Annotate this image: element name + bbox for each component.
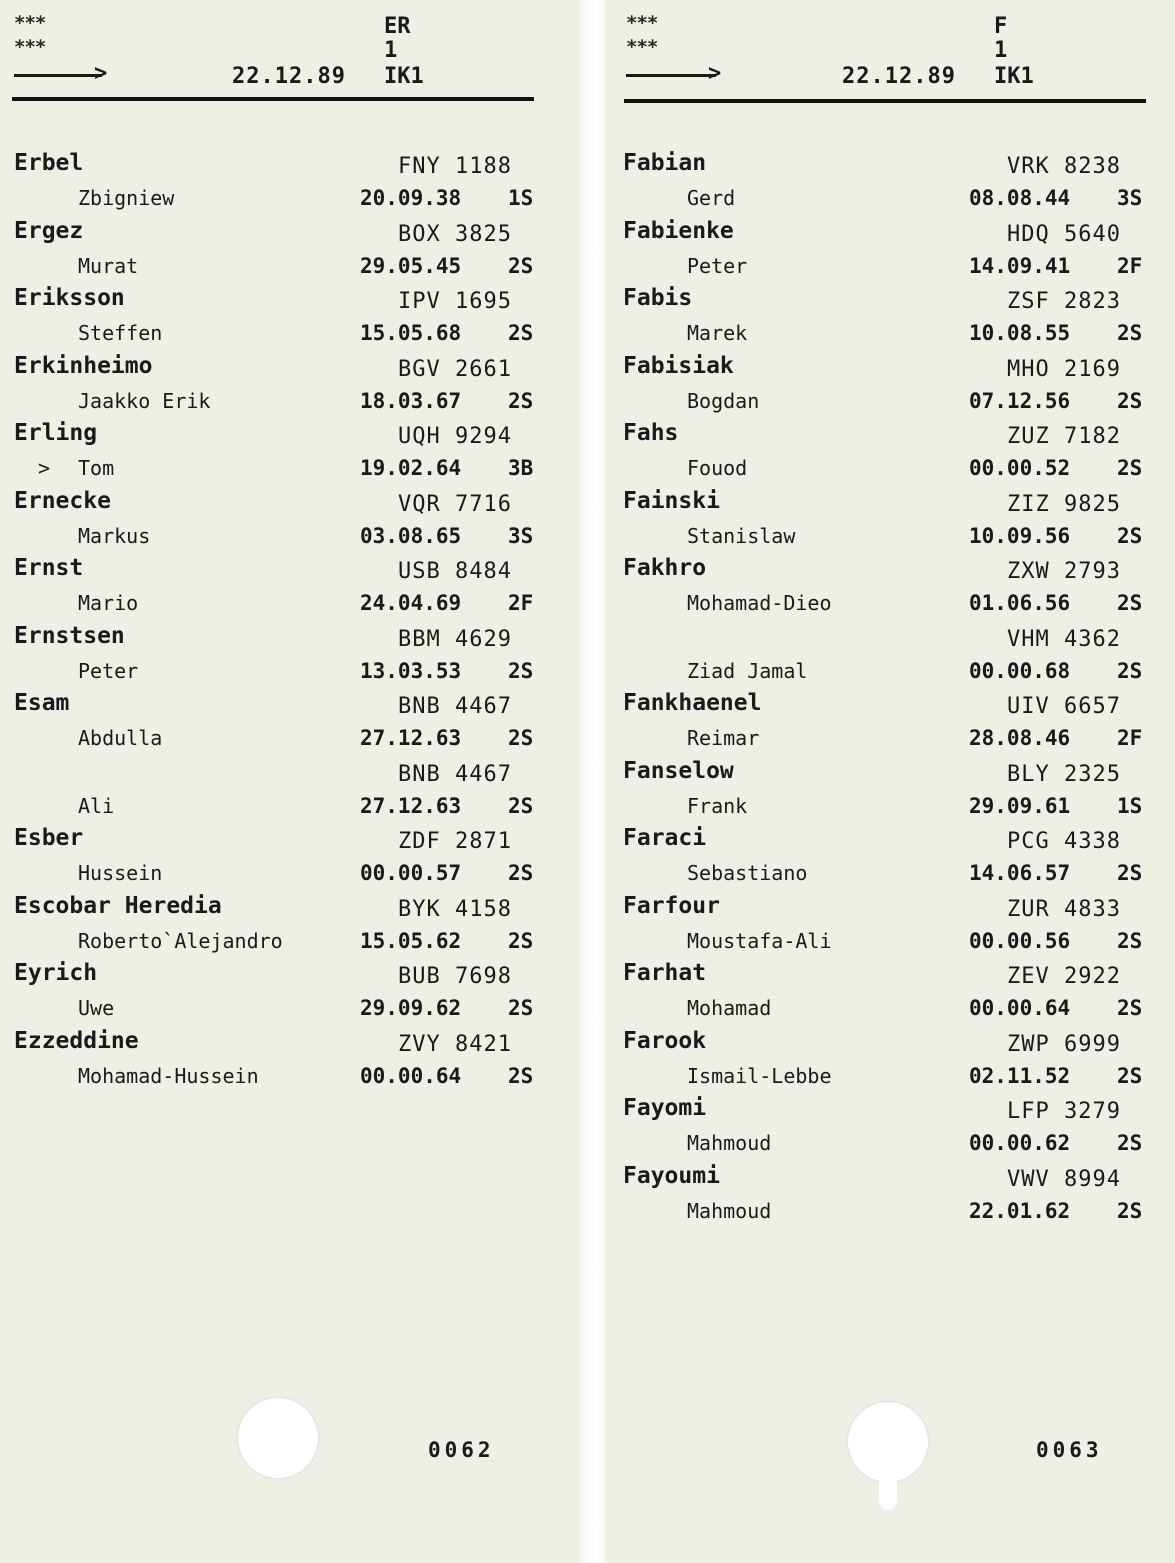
given-name: Stanislaw <box>687 523 796 548</box>
given-name: Zbigniew <box>78 186 175 210</box>
list-entry <box>14 1028 544 1096</box>
header-rule <box>624 99 1146 103</box>
class-code: 2S <box>1117 1063 1143 1088</box>
given-name: Mohamad-Dieo <box>687 591 832 615</box>
surname: Farfour <box>623 892 720 919</box>
given-name: Mahmoud <box>687 1198 772 1223</box>
class-code: 2S <box>1117 996 1143 1020</box>
list-entry <box>623 488 1153 556</box>
arrow-line <box>626 74 716 77</box>
arrow-line <box>14 74 102 77</box>
birth-date: 00.00.57 <box>360 861 462 885</box>
class-code: 2S <box>508 726 534 750</box>
class-code: 2F <box>1117 726 1143 750</box>
list-entry <box>14 353 544 421</box>
list-entry <box>623 420 1153 488</box>
surname: Ernstsen <box>14 622 125 649</box>
reference-code: VHM 4362 <box>1007 626 1121 652</box>
surname: Esam <box>14 690 70 716</box>
birth-date: 08.08.44 <box>969 186 1071 210</box>
class-code: 3S <box>508 523 534 548</box>
punch-hole <box>238 1398 318 1478</box>
birth-date: 14.06.57 <box>969 861 1071 885</box>
birth-date: 00.00.64 <box>969 996 1071 1020</box>
list-entry <box>623 623 1153 691</box>
header-stars-top: *** <box>626 12 658 34</box>
list-entry <box>14 218 544 286</box>
class-code: 2S <box>508 321 534 345</box>
header-rule <box>12 97 534 101</box>
list-entry <box>623 825 1153 893</box>
given-name: Hussein <box>78 861 163 885</box>
punch-hole-tear <box>879 1470 897 1510</box>
header-stars-bottom: *** <box>626 36 658 58</box>
header-list-code: IK1 <box>384 64 424 89</box>
class-code: 2S <box>1117 1131 1143 1155</box>
reference-code: MHO 2169 <box>1007 356 1121 382</box>
birth-date: 28.08.46 <box>969 726 1071 750</box>
surname: Fabian <box>623 150 707 176</box>
list-entry <box>623 1163 1153 1231</box>
class-code: 2S <box>508 793 534 818</box>
birth-date: 00.00.68 <box>969 658 1071 683</box>
header-index-code: F <box>994 14 1008 39</box>
birth-date: 18.03.67 <box>360 388 462 413</box>
marker-icon: > <box>38 456 51 480</box>
class-code: 2S <box>1117 658 1143 683</box>
given-name: Ziad Jamal <box>687 658 808 683</box>
given-name: Mario <box>78 591 139 615</box>
class-code: 1S <box>1117 793 1143 818</box>
surname: Faraci <box>623 825 707 851</box>
reference-code: BNB 4467 <box>398 761 512 787</box>
surname: Esber <box>14 825 84 851</box>
birth-date: 02.11.52 <box>969 1063 1071 1088</box>
surname: Fayoumi <box>623 1162 720 1189</box>
class-code: 2S <box>1117 1198 1143 1223</box>
birth-date: 01.06.56 <box>969 591 1071 615</box>
header-date: 22.12.89 <box>842 64 956 89</box>
birth-date: 00.00.62 <box>969 1131 1071 1155</box>
class-code: 2S <box>1117 321 1143 345</box>
reference-code: VWV 8994 <box>1007 1166 1121 1192</box>
reference-code: ZVY 8421 <box>398 1031 512 1057</box>
birth-date: 15.05.62 <box>360 928 462 953</box>
reference-code: ZUR 4833 <box>1007 896 1121 922</box>
surname: Fabis <box>623 285 693 311</box>
entry-list <box>623 150 1153 1230</box>
surname: Erling <box>14 420 98 446</box>
surname: Fayomi <box>623 1095 707 1121</box>
given-name: Gerd <box>687 186 736 210</box>
surname: Ernecke <box>14 487 111 514</box>
reference-code: VQR 7716 <box>398 491 512 517</box>
given-name: Fouod <box>687 456 748 480</box>
header-index-code: ER <box>384 14 411 39</box>
birth-date: 14.09.41 <box>969 253 1071 278</box>
header-date: 22.12.89 <box>232 64 346 89</box>
class-code: 2S <box>508 1063 534 1088</box>
birth-date: 00.00.56 <box>969 928 1071 953</box>
birth-date: 19.02.64 <box>360 456 462 480</box>
given-name: Moustafa-Ali <box>687 928 832 953</box>
given-name: Marek <box>687 321 748 345</box>
given-name: Bogdan <box>687 388 760 413</box>
reference-code: ZWP 6999 <box>1007 1031 1121 1057</box>
given-name: Uwe <box>78 996 115 1020</box>
given-name: Tom <box>78 456 115 480</box>
reference-code: ZIZ 9825 <box>1007 491 1121 517</box>
reference-code: ZUZ 7182 <box>1007 424 1121 449</box>
class-code: 2S <box>1117 456 1143 480</box>
given-name: Frank <box>687 793 748 818</box>
list-entry <box>14 150 544 218</box>
list-entry <box>14 420 544 488</box>
surname: Fainski <box>623 487 720 514</box>
birth-date: 03.08.65 <box>360 523 462 548</box>
given-name: Roberto`Alejandro <box>78 928 283 953</box>
header-list-code: IK1 <box>994 64 1034 89</box>
reference-code: BYK 4158 <box>398 896 512 922</box>
class-code: 2S <box>508 658 534 683</box>
reference-code: USB 8484 <box>398 559 512 584</box>
card-er <box>0 0 580 1563</box>
given-name: Abdulla <box>78 726 163 750</box>
surname: Fabisiak <box>623 352 734 379</box>
class-code: 3B <box>508 456 534 480</box>
given-name: Mohamad <box>687 996 772 1020</box>
reference-code: UQH 9294 <box>398 424 512 449</box>
class-code: 2S <box>508 928 534 953</box>
surname: Escobar Heredia <box>14 892 222 919</box>
surname: Eriksson <box>14 285 125 311</box>
reference-code: BLY 2325 <box>1007 761 1121 787</box>
reference-code: IPV 1695 <box>398 289 512 314</box>
page-number: 0063 <box>1036 1438 1103 1462</box>
given-name: Jaakko Erik <box>78 388 211 413</box>
given-name: Steffen <box>78 321 163 345</box>
surname: Fankhaenel <box>623 690 762 716</box>
arrow-head-icon: > <box>708 61 722 86</box>
birth-date: 27.12.63 <box>360 726 462 750</box>
list-entry <box>623 758 1153 826</box>
list-entry <box>14 690 544 758</box>
birth-date: 29.09.62 <box>360 996 462 1020</box>
page-number: 0062 <box>428 1438 495 1462</box>
class-code: 2S <box>508 861 534 885</box>
class-code: 2S <box>1117 388 1143 413</box>
reference-code: BUB 7698 <box>398 964 512 989</box>
list-entry <box>14 825 544 893</box>
surname: Fanselow <box>623 757 734 784</box>
list-entry <box>623 960 1153 1028</box>
surname: Ezzeddine <box>14 1027 139 1054</box>
reference-code: HDQ 5640 <box>1007 221 1121 247</box>
reference-code: PCG 4338 <box>1007 829 1121 854</box>
reference-code: ZXW 2793 <box>1007 559 1121 584</box>
surname: Ergez <box>14 217 84 244</box>
header-stars-bottom: *** <box>14 36 46 58</box>
reference-code: ZDF 2871 <box>398 829 512 854</box>
given-name: Murat <box>78 253 139 278</box>
surname: Fakhro <box>623 555 707 581</box>
list-entry <box>14 488 544 556</box>
header-stars-top: *** <box>14 12 46 34</box>
birth-date: 20.09.38 <box>360 186 462 210</box>
header-index-number: 1 <box>994 38 1008 63</box>
list-entry <box>623 893 1153 961</box>
list-entry <box>623 218 1153 286</box>
list-entry <box>14 960 544 1028</box>
class-code: 2F <box>1117 253 1143 278</box>
reference-code: LFP 3279 <box>1007 1099 1121 1124</box>
surname: Farhat <box>623 960 707 986</box>
surname: Farook <box>623 1027 707 1054</box>
birth-date: 00.00.52 <box>969 456 1071 480</box>
birth-date: 24.04.69 <box>360 591 462 615</box>
class-code: 2S <box>1117 523 1143 548</box>
list-entry <box>623 1095 1153 1163</box>
reference-code: ZEV 2922 <box>1007 964 1121 989</box>
reference-code: UIV 6657 <box>1007 694 1121 719</box>
list-entry <box>623 1028 1153 1096</box>
birth-date: 10.08.55 <box>969 321 1071 345</box>
birth-date: 22.01.62 <box>969 1198 1071 1223</box>
surname: Eyrich <box>14 960 98 986</box>
entry-list <box>14 150 544 1095</box>
surname: Fahs <box>623 420 679 446</box>
given-name: Sebastiano <box>687 861 808 885</box>
class-code: 2F <box>508 591 534 615</box>
reference-code: VRK 8238 <box>1007 154 1121 179</box>
birth-date: 00.00.64 <box>360 1063 462 1088</box>
list-entry <box>14 893 544 961</box>
class-code: 2S <box>1117 861 1143 885</box>
class-code: 3S <box>1117 186 1143 210</box>
class-code: 2S <box>1117 591 1143 615</box>
arrow-head-icon: > <box>94 61 108 86</box>
list-entry <box>623 150 1153 218</box>
list-entry <box>14 285 544 353</box>
given-name: Peter <box>78 658 139 683</box>
reference-code: BNB 4467 <box>398 694 512 719</box>
birth-date: 29.05.45 <box>360 253 462 278</box>
list-entry <box>623 555 1153 623</box>
given-name: Mohamad-Hussein <box>78 1063 259 1088</box>
surname: Fabienke <box>623 217 734 244</box>
reference-code: BGV 2661 <box>398 356 512 382</box>
class-code: 2S <box>508 996 534 1020</box>
surname: Erkinheimo <box>14 352 153 379</box>
given-name: Ali <box>78 793 115 818</box>
given-name: Reimar <box>687 726 760 750</box>
reference-code: BOX 3825 <box>398 221 512 247</box>
birth-date: 15.05.68 <box>360 321 462 345</box>
surname: Erbel <box>14 150 84 176</box>
list-entry <box>623 353 1153 421</box>
birth-date: 27.12.63 <box>360 793 462 818</box>
card-gap <box>578 0 608 1563</box>
given-name: Ismail-Lebbe <box>687 1063 832 1088</box>
class-code: 2S <box>508 253 534 278</box>
birth-date: 13.03.53 <box>360 658 462 683</box>
reference-code: FNY 1188 <box>398 154 512 179</box>
reference-code: BBM 4629 <box>398 626 512 652</box>
class-code: 2S <box>1117 928 1143 953</box>
card-f <box>606 0 1175 1563</box>
list-entry <box>14 555 544 623</box>
list-entry <box>623 690 1153 758</box>
birth-date: 10.09.56 <box>969 523 1071 548</box>
list-entry <box>623 285 1153 353</box>
birth-date: 29.09.61 <box>969 793 1071 818</box>
given-name: Peter <box>687 253 748 278</box>
list-entry <box>14 623 544 691</box>
surname: Ernst <box>14 555 84 581</box>
class-code: 2S <box>508 388 534 413</box>
list-entry <box>14 758 544 826</box>
class-code: 1S <box>508 186 534 210</box>
header-index-number: 1 <box>384 38 398 63</box>
given-name: Mahmoud <box>687 1131 772 1155</box>
reference-code: ZSF 2823 <box>1007 289 1121 314</box>
birth-date: 07.12.56 <box>969 388 1071 413</box>
given-name: Markus <box>78 523 151 548</box>
